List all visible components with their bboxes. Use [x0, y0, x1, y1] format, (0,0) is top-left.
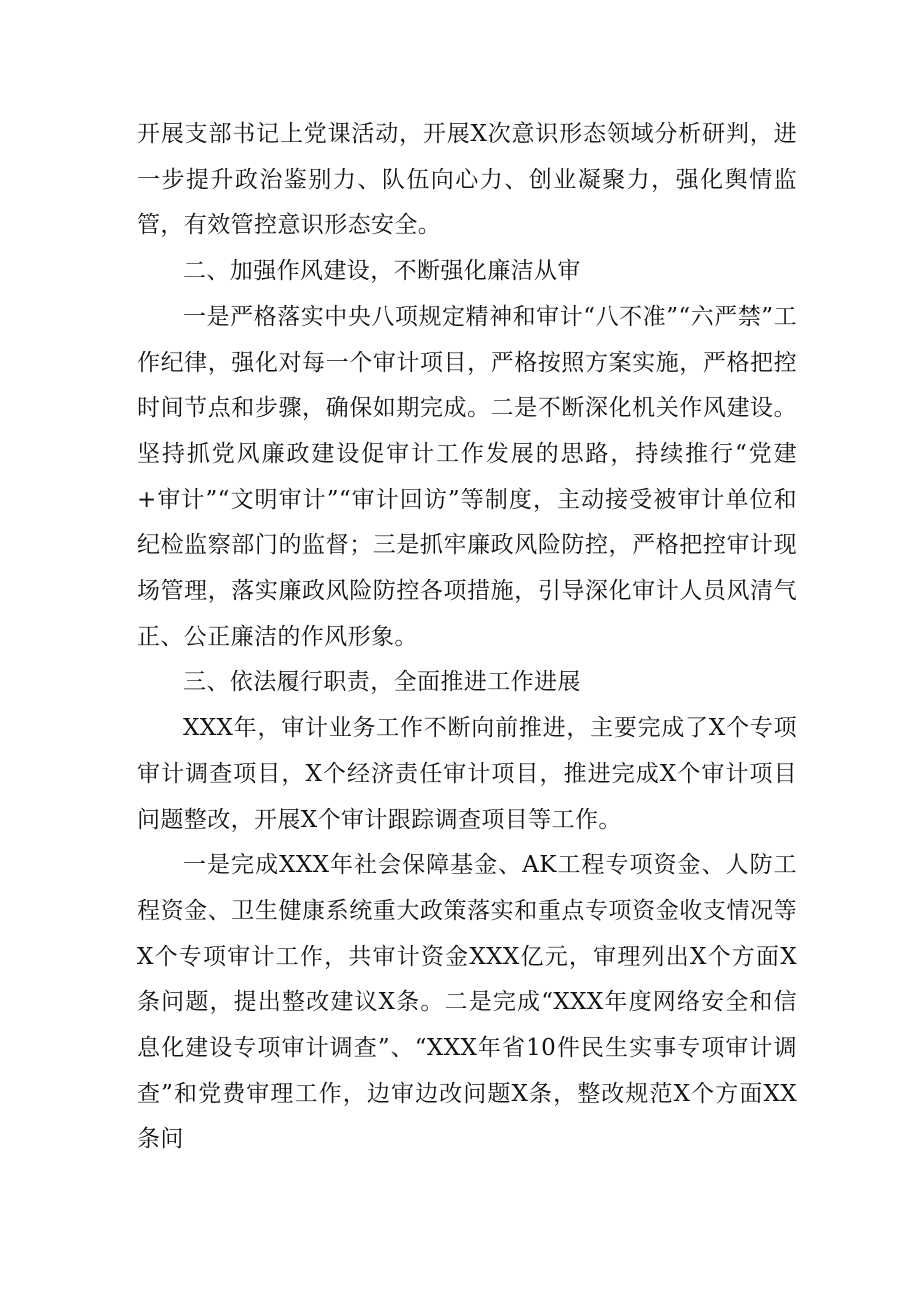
paragraph-summary: XXX年，审计业务工作不断向前推进，主要完成了X个专项审计调查项目，X个经济责任审计项目，推进完成X个审计项目问题整改，开展X个审计跟踪调查项目等工作。	[137, 715, 797, 833]
section-heading-3: 三、依法履行职责，全面推进工作进展	[183, 669, 581, 696]
paragraph-continuation: 开展支部书记上党课活动，开展X次意识形态领域分析研判，进一步提升政治鉴别力、队伍向心力、创业凝聚力，强化舆情监管，有效管控意识形态安全。	[137, 121, 797, 239]
paragraph-details: 一是完成XXX年社会保障基金、AK工程专项资金、人防工程资金、卫生健康系统重大政策落实和重点专项资金收支情况等X个专项审计工作，共审计资金XXX亿元，审理列出X个方面X条问题，提出整改建议X条。二是完成“XXX年度网络安全和信息化建设专项审计调查”、“XXX年省10件民生实事专项审计调查”和党费审理工作，边审边改问题X条，整改规范X个方面XX条问	[137, 852, 797, 1153]
document-body	[137, 112, 797, 1163]
paragraph-conduct: 一是严格落实中央八项规定精神和审计“八不准”“六严禁”工作纪律，强化对每一个审计项目，严格按照方案实施，严格把控时间节点和步骤，确保如期完成。二是不断深化机关作风建设。坚持抓党风廉政建设促审计工作发展的思路，持续推行“党建+审计”“文明审计”“审计回访”等制度，主动接受被审计单位和纪检监察部门的监督；三是抓牢廉政风险防控，严格把控审计现场管理，落实廉政风险防控各项措施，引导深化审计人员风清气正、公正廉洁的作风形象。	[137, 303, 797, 650]
section-heading-2: 二、加强作风建设，不断强化廉洁从审	[183, 258, 581, 285]
